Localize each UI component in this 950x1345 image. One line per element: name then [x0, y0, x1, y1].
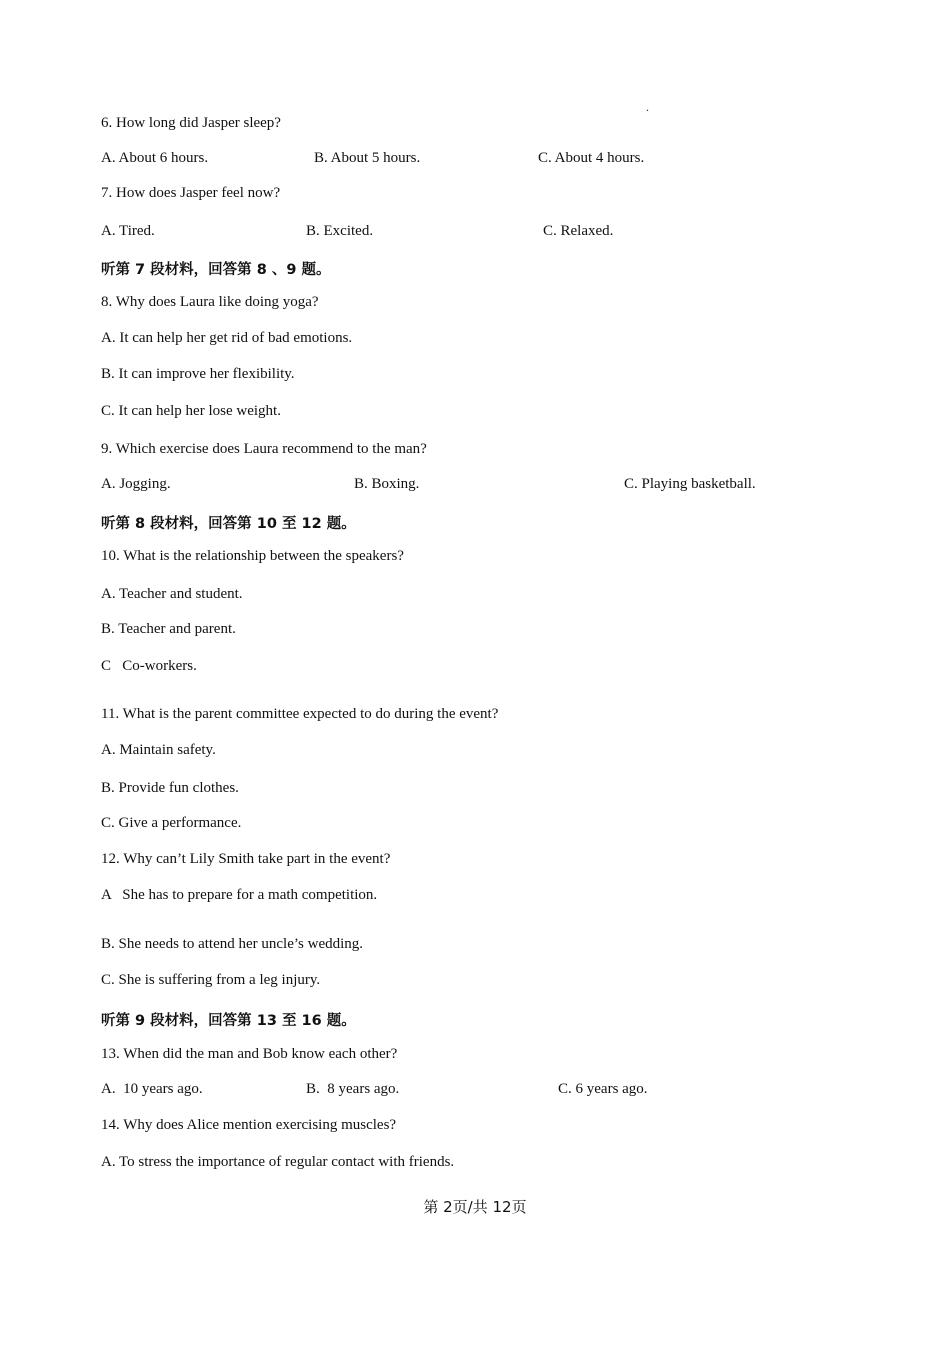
top-mark: .: [646, 100, 649, 114]
q11-option-c: C. Give a performance.: [101, 815, 242, 831]
q13-option-a: A. 10 years ago.: [101, 1081, 203, 1097]
question-10: 10. What is the relationship between the speakers?: [101, 548, 404, 564]
section-heading-8: 听第 8 段材料，回答第 10 至 12 题。: [101, 516, 356, 532]
question-12: 12. Why can’t Lily Smith take part in the event?: [101, 851, 391, 867]
q14-option-a: A. To stress the importance of regular contact with friends.: [101, 1154, 455, 1170]
q13-option-b: B. 8 years ago.: [306, 1081, 400, 1097]
q8-option-b: B. It can improve her flexibility.: [101, 366, 295, 382]
q7-option-b: B. Excited.: [306, 223, 374, 239]
question-7: 7. How does Jasper feel now?: [101, 185, 281, 201]
q6-option-b: B. About 5 hours.: [314, 150, 421, 166]
q8-option-c: C. It can help her lose weight.: [101, 403, 281, 419]
section-heading-7: 听第 7 段材料，回答第 8 、9 题。: [101, 262, 331, 278]
q10-option-a: A. Teacher and student.: [101, 586, 243, 602]
q9-option-a: A. Jogging.: [101, 476, 171, 492]
q6-option-c: C. About 4 hours.: [538, 150, 645, 166]
q6-option-a: A. About 6 hours.: [101, 150, 209, 166]
question-9: 9. Which exercise does Laura recommend to the man?: [101, 441, 427, 457]
question-8: 8. Why does Laura like doing yoga?: [101, 294, 319, 310]
q8-option-a: A. It can help her get rid of bad emotions.: [101, 330, 353, 346]
q12-option-c: C. She is suffering from a leg injury.: [101, 972, 321, 988]
q7-option-a: A. Tired.: [101, 223, 155, 239]
question-11: 11. What is the parent committee expected to do during the event?: [101, 706, 499, 722]
question-13: 13. When did the man and Bob know each other?: [101, 1046, 398, 1062]
q10-option-b: B. Teacher and parent.: [101, 621, 236, 637]
q10-option-c: C Co-workers.: [101, 658, 197, 674]
q9-option-c: C. Playing basketball.: [624, 476, 756, 492]
q11-option-b: B. Provide fun clothes.: [101, 780, 239, 796]
q13-option-c: C. 6 years ago.: [558, 1081, 648, 1097]
q7-option-c: C. Relaxed.: [543, 223, 614, 239]
question-14: 14. Why does Alice mention exercising muscles?: [101, 1117, 397, 1133]
section-heading-9: 听第 9 段材料，回答第 13 至 16 题。: [101, 1013, 356, 1029]
question-6: 6. How long did Jasper sleep?: [101, 115, 281, 131]
page-footer: 第 2页/共 12页: [423, 1198, 527, 1216]
q9-option-b: B. Boxing.: [354, 476, 420, 492]
q12-option-b: B. She needs to attend her uncle’s wedding.: [101, 936, 364, 952]
q12-option-a: A She has to prepare for a math competition.: [101, 887, 378, 903]
q11-option-a: A. Maintain safety.: [101, 742, 216, 758]
